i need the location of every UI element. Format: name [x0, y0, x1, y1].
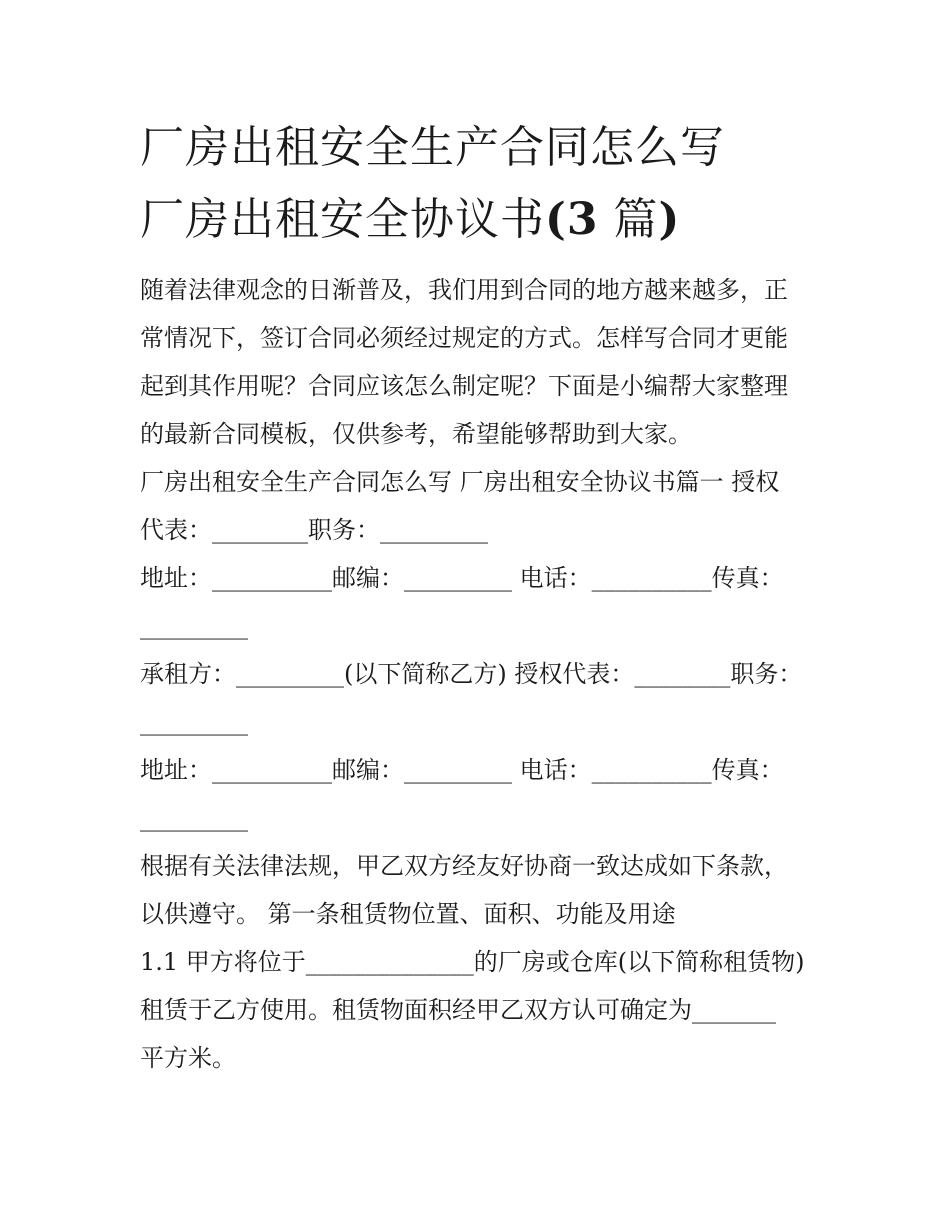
- clause-line: 1.1 甲方将位于______________的厂房或仓库(以下简称租赁物): [140, 948, 805, 976]
- intro-line: 常情况下，签订合同必须经过规定的方式。怎样写合同才更能: [140, 324, 788, 352]
- title-line-2-close: ): [658, 194, 681, 245]
- fax-blank-line: _________: [140, 804, 248, 832]
- representative-line: 代表：________职务：_________: [140, 516, 488, 544]
- agreement-paragraph: [140, 842, 820, 938]
- lessee-address-paragraph: [140, 746, 820, 842]
- agreement-line: 根据有关法律法规，甲乙双方经友好协商一致达成如下条款，: [140, 852, 788, 880]
- fax-blank-line: _________: [140, 612, 248, 640]
- lessee-line: 承租方：_________(以下简称乙方) 授权代表：________职务：: [140, 660, 803, 688]
- clause-1-1-paragraph: [140, 938, 820, 1082]
- document-title: [140, 112, 820, 256]
- clause-line: 平方米。: [140, 1044, 236, 1072]
- title-line-2-unit: 篇: [598, 194, 659, 245]
- intro-paragraph: [140, 266, 820, 458]
- intro-line: 随着法律观念的日渐普及，我们用到合同的地方越来越多，正: [140, 276, 788, 304]
- section-heading-paragraph: [140, 458, 820, 554]
- document-body: [140, 266, 820, 1082]
- position-blank-line: _________: [140, 708, 248, 736]
- title-line-2: [140, 184, 820, 256]
- intro-line: 起到其作用呢？合同应该怎么制定呢？下面是小编帮大家整理: [140, 372, 788, 400]
- title-line-1: 厂房出租安全生产合同怎么写: [140, 122, 725, 173]
- title-line-2-count: (3: [545, 194, 599, 245]
- document-page: [140, 112, 820, 1082]
- lessor-address-paragraph: [140, 554, 820, 650]
- section-heading: 厂房出租安全生产合同怎么写 厂房出租安全协议书篇一 授权: [140, 468, 780, 496]
- intro-line: 的最新合同模板，仅供参考，希望能够帮助到大家。: [140, 420, 692, 448]
- clause-line: 租赁于乙方使用。租赁物面积经甲乙双方认可确定为_______: [140, 996, 776, 1024]
- title-line-2-text: 厂房出租安全协议书: [140, 194, 545, 245]
- lessee-paragraph: [140, 650, 820, 746]
- address-line: 地址：__________邮编：_________ 电话：__________传真：: [140, 756, 784, 784]
- address-line: 地址：__________邮编：_________ 电话：__________传真：: [140, 564, 784, 592]
- agreement-line: 以供遵守。 第一条租赁物位置、面积、功能及用途: [140, 900, 676, 928]
